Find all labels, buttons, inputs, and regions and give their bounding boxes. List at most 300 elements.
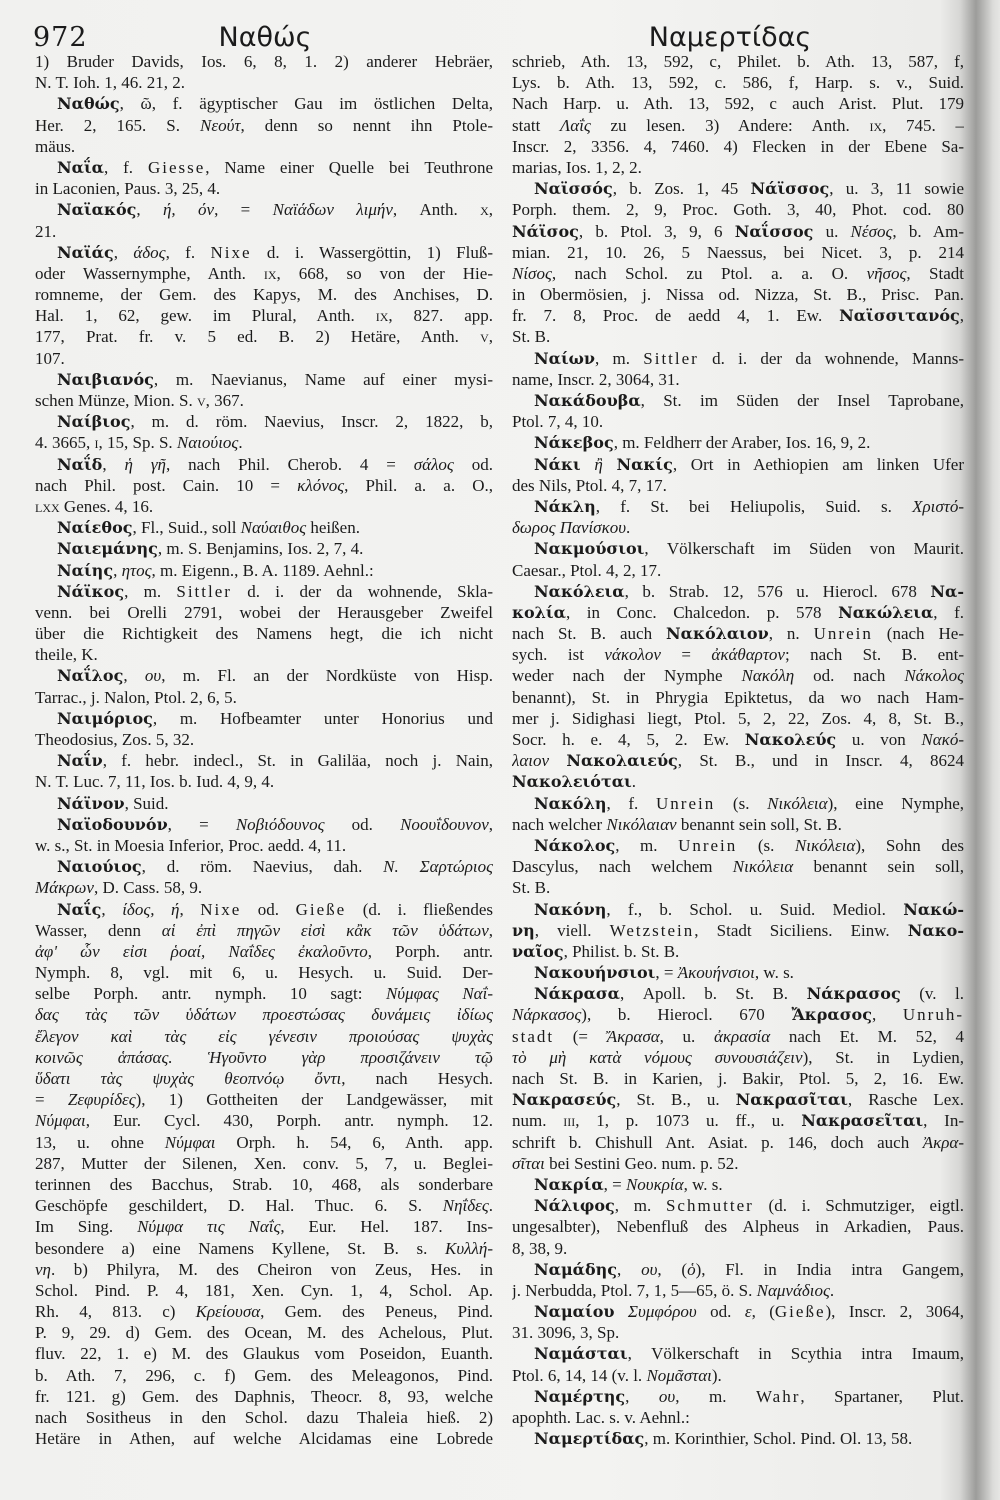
text-run: romneme, der Gem. des Kapys, M. des Anchises, D. bbox=[35, 285, 493, 305]
text-run: . bbox=[631, 772, 637, 792]
text-line bbox=[512, 1216, 964, 1237]
text-line bbox=[35, 708, 493, 729]
text-line bbox=[35, 814, 493, 835]
text-line bbox=[512, 665, 964, 686]
text-line bbox=[512, 72, 964, 93]
text-run: , bbox=[488, 814, 493, 834]
text-run: w. s., St. in Moesia Inferior, Proc. aedd. 4, 11. bbox=[35, 835, 347, 855]
text-run: benannt sein soll, St. B. bbox=[676, 814, 842, 834]
text-line bbox=[35, 1195, 493, 1216]
greek-italic: Νομᾶσται bbox=[646, 1365, 712, 1385]
text-run: , denn so nennt ihn Ptole- bbox=[240, 115, 493, 135]
headword: κολία bbox=[512, 602, 566, 622]
text-run: nach Et. M. 52, 4 bbox=[770, 1026, 964, 1046]
spaced-term: Unrein bbox=[678, 835, 738, 855]
text-run: Schol. Pind. P. 4, 181, Xen. Cyn. 1, 4, Schol. Ap. bbox=[35, 1280, 493, 1300]
text-line bbox=[512, 602, 964, 623]
headword: Ἄκρασος bbox=[791, 1005, 872, 1025]
text-line bbox=[35, 1004, 493, 1025]
headword: Νάκι bbox=[534, 454, 581, 474]
text-run: , in Conc. Chalcedon. p. 578 bbox=[565, 602, 839, 622]
text-run: d. i. Wassergöttin, 1) Fluß- bbox=[251, 242, 493, 262]
headword: Νακολειόται bbox=[512, 772, 632, 792]
headword: Νάλιφος bbox=[534, 1196, 615, 1216]
dictionary-entry bbox=[35, 157, 493, 199]
text-run: num. bbox=[512, 1111, 564, 1131]
text-run: schrift b. Chishull Ant. Asiat. p. 146, doch auch bbox=[512, 1132, 923, 1152]
headword: Ναϊσσιτανός bbox=[839, 306, 960, 326]
text-run: , m. Korinthier, Schol. Pind. Ol. 13, 58. bbox=[644, 1429, 913, 1449]
text-run: . bbox=[238, 433, 243, 453]
text-line bbox=[512, 115, 964, 136]
text-line bbox=[512, 644, 964, 665]
greek-italic: Νακόλη bbox=[741, 666, 795, 686]
text-run: , D. Cass. 58, 9. bbox=[93, 878, 203, 898]
small-caps-numeral: x bbox=[480, 200, 489, 220]
text-run: , m. S. Benjamins, Ios. 2, 7, 4. bbox=[157, 539, 364, 559]
text-run: , n. bbox=[768, 624, 814, 644]
text-run: (v. l. bbox=[900, 984, 964, 1004]
text-line bbox=[35, 899, 493, 920]
headword: Ναϊακός bbox=[57, 200, 137, 220]
text-line bbox=[512, 1047, 964, 1068]
headword: Ναμάδης bbox=[534, 1259, 618, 1279]
text-line bbox=[35, 454, 493, 475]
text-run: = bbox=[660, 645, 712, 665]
text-run: , f. hebr. indecl., St. in Galiläa, noch j. Nain, bbox=[102, 751, 493, 771]
headword: Νακουήνσιοι bbox=[534, 963, 656, 983]
text-run: Im Sing. bbox=[35, 1217, 138, 1237]
text-run: = bbox=[35, 1090, 68, 1110]
text-run: Nach Harp. u. Ath. 13, 592, c auch Arist. Plut. 179 bbox=[512, 94, 964, 114]
greek-italic: Νύμφα τις Ναΐς bbox=[137, 1217, 281, 1237]
headword: Νακο- bbox=[907, 920, 964, 940]
headword: Νακολαιεύς bbox=[566, 751, 678, 771]
text-run: od. bbox=[453, 454, 493, 474]
text-run: , Gem. des Peneus, Pind. bbox=[260, 1302, 493, 1322]
spaced-term: Wahr bbox=[755, 1386, 801, 1406]
text-line bbox=[35, 538, 493, 559]
headword: Νάϊνον bbox=[57, 793, 125, 813]
dictionary-entry bbox=[35, 581, 493, 666]
headword: Νακρία bbox=[534, 1174, 604, 1194]
text-run: nach St. B. in Karien, j. Bakir, Ptol. 5, 2, 16. Ew. bbox=[512, 1069, 964, 1088]
text-run: , u. bbox=[659, 1026, 714, 1046]
text-line bbox=[35, 199, 493, 220]
text-run: schrieb, Ath. 13, 592, c, Philet. b. Ath. 13, 587, f, bbox=[512, 52, 964, 71]
text-run: od. bbox=[324, 814, 401, 834]
headword: Ναίεθος bbox=[57, 518, 133, 538]
text-run: Caesar., Ptol. 4, 2, 17. bbox=[512, 560, 662, 580]
headword: Ναιβιανός bbox=[57, 369, 154, 389]
text-run: , bbox=[123, 666, 145, 686]
greek-italic: τὸ μὴ κατὰ νόμους συνουσιάζειν bbox=[512, 1047, 803, 1067]
text-run: , Suid. bbox=[124, 793, 169, 813]
text-line bbox=[512, 1068, 964, 1089]
text-run: mäus. bbox=[35, 136, 76, 156]
dictionary-entry bbox=[35, 899, 493, 1450]
headword: Νάϊκος bbox=[57, 581, 125, 601]
text-run: Socr. h. e. 4, 5, 2. Ew. bbox=[512, 730, 745, 749]
text-line bbox=[35, 305, 493, 326]
text-run: Ptol. 7, 4, 10. bbox=[512, 412, 604, 432]
text-run: Genes. 4, 16. bbox=[59, 496, 154, 516]
text-line bbox=[512, 454, 964, 475]
text-run: Hal. 1, 62, gew. im Plural, Anth. bbox=[35, 306, 376, 326]
spaced-term: Sittler bbox=[643, 348, 699, 368]
text-run: , = bbox=[655, 963, 678, 983]
text-run: , Apoll. b. St. B. bbox=[620, 984, 807, 1004]
dictionary-entry bbox=[512, 835, 964, 899]
text-run: (d. i. fließendes bbox=[346, 899, 493, 919]
text-run: , Porph. antr. bbox=[367, 941, 493, 961]
dictionary-entry bbox=[512, 962, 964, 983]
text-run: , ( bbox=[657, 1259, 688, 1279]
text-run: Rh. 4, 813. c) bbox=[35, 1302, 196, 1322]
small-caps-numeral: ix bbox=[263, 263, 277, 283]
text-line bbox=[512, 1089, 964, 1110]
text-run: , b. Ptol. 3, 9, 6 bbox=[578, 221, 735, 241]
dictionary-entry bbox=[512, 178, 964, 348]
text-line bbox=[35, 51, 493, 72]
text-run: , bbox=[871, 1005, 903, 1025]
text-run: Nymph. 8, vgl. mit 6, u. Hesych. u. Suid. Der- bbox=[35, 963, 493, 983]
text-run: , 15, Sp. S. bbox=[98, 433, 177, 453]
greek-italic: νῆσος bbox=[866, 263, 907, 283]
text-run: 21. bbox=[35, 221, 57, 241]
text-run: , bbox=[113, 242, 134, 262]
dictionary-entry bbox=[512, 1174, 964, 1195]
dictionary-entry bbox=[35, 517, 493, 538]
greek-italic: σάλος bbox=[413, 454, 454, 474]
text-run: , nach Hesych. bbox=[341, 1069, 493, 1088]
headword: Νάκλη bbox=[534, 496, 596, 516]
text-run: , nach Phil. Cherob. 4 = bbox=[165, 454, 414, 474]
text-run: , w. s. bbox=[683, 1174, 723, 1194]
headword: Ναιμόριος bbox=[57, 708, 153, 728]
dictionary-entry bbox=[35, 665, 493, 707]
text-run: , In- bbox=[923, 1111, 964, 1131]
headword: Νακώλεια bbox=[838, 602, 934, 622]
text-line bbox=[35, 771, 493, 792]
greek-italic: δωρος Πανίσκου bbox=[512, 518, 627, 538]
spaced-term: Wetzstein bbox=[609, 920, 695, 940]
text-run: , bbox=[101, 899, 123, 919]
text-line bbox=[35, 326, 493, 347]
text-line bbox=[35, 284, 493, 305]
headword: Ναϊοδουνόν bbox=[57, 814, 168, 834]
greek-italic: Κρείουσα bbox=[195, 1302, 261, 1322]
text-run: fr. 7. 8, Proc. de aedd 4, 1. Ew. bbox=[512, 306, 840, 326]
text-run: , Fl., Suid., soll bbox=[132, 518, 241, 538]
headword: Ναϊσσός bbox=[534, 179, 613, 199]
text-run: (nach He- bbox=[872, 624, 964, 644]
text-line bbox=[512, 1365, 964, 1386]
text-run: . b) Philyra, M. des Cheiron von Zeus, Hes. in bbox=[50, 1259, 493, 1279]
headword: Νάϊσος bbox=[512, 221, 579, 241]
greek-italic: Ναϊάδων λιμήν bbox=[272, 200, 393, 220]
small-caps-numeral: lxx bbox=[35, 496, 60, 516]
text-line bbox=[512, 390, 964, 411]
greek-italic: ἔλεγον καὶ τὰς εἰς γένεσιν προιούσας ψυχὰς bbox=[35, 1026, 493, 1046]
text-run bbox=[603, 455, 617, 474]
text-line bbox=[512, 962, 964, 983]
text-line bbox=[35, 411, 493, 432]
text-line bbox=[512, 1428, 964, 1449]
text-run: , f. bbox=[104, 157, 148, 177]
text-run: , m. Naevianus, Name auf einer mysi- bbox=[153, 369, 493, 389]
text-line bbox=[35, 856, 493, 877]
text-line bbox=[35, 1322, 493, 1343]
dictionary-entry bbox=[35, 793, 493, 814]
text-line bbox=[35, 178, 493, 199]
text-line bbox=[512, 1322, 964, 1343]
text-line bbox=[512, 1026, 964, 1047]
greek-italic: αἱ ἐπὶ πηγῶν εἰσὶ κἂκ τῶν ὑδάτων bbox=[161, 920, 489, 940]
text-line bbox=[512, 983, 964, 1004]
dictionary-entry bbox=[512, 390, 964, 432]
greek-italic: Νικόλεια bbox=[767, 793, 828, 813]
text-line bbox=[35, 1386, 493, 1407]
text-line bbox=[512, 475, 964, 496]
text-run: , m. d. röm. Naevius, Inscr. 2, 1822, b, bbox=[130, 412, 493, 432]
text-run: (s. bbox=[737, 835, 795, 855]
text-run: nach Sositheus in den Schol. dazu Thaleia hieß. 2) bbox=[35, 1408, 493, 1427]
text-line bbox=[35, 157, 493, 178]
text-line bbox=[35, 1280, 493, 1301]
text-run: in Laconien, Paus. 3, 25, 4. bbox=[35, 179, 221, 199]
text-line bbox=[512, 242, 964, 263]
text-run: , b. Strab. 12, 576 u. Hierocl. 678 bbox=[624, 581, 931, 601]
greek-italic: Νακό- bbox=[921, 730, 964, 749]
text-run bbox=[614, 1302, 627, 1321]
headword: Ναμέρτης bbox=[534, 1386, 626, 1406]
greek-italic: Μάκρων bbox=[35, 878, 94, 898]
text-run: ). bbox=[711, 1365, 722, 1385]
text-line bbox=[512, 93, 964, 114]
text-run: , Stadt bbox=[906, 263, 964, 283]
greek-italic: ἡ γῆ bbox=[124, 454, 166, 474]
text-run: , Ort in Aethiopien am linken Ufer bbox=[672, 454, 964, 474]
text-run: , Eur. Hel. 187. Ins- bbox=[280, 1217, 493, 1237]
greek-italic: Ἀκρα- bbox=[922, 1132, 964, 1152]
text-run: , St. B., u. bbox=[616, 1090, 736, 1110]
text-line bbox=[35, 962, 493, 983]
text-run: , nach Schol. zu Ptol. a. a. O. bbox=[551, 263, 867, 283]
text-line bbox=[35, 390, 493, 411]
text-run: St. B. bbox=[512, 327, 551, 347]
dictionary-entry bbox=[35, 560, 493, 581]
text-run: 13, u. ohne bbox=[35, 1132, 165, 1152]
text-run: d. i. der da wohnende, Skla- bbox=[231, 581, 493, 601]
small-caps-numeral: ix bbox=[869, 115, 883, 135]
text-line bbox=[512, 305, 964, 326]
dictionary-entry bbox=[512, 538, 964, 580]
text-run: selbe Porph. antr. nymph. 10 sagt: bbox=[35, 984, 386, 1004]
headword: Ναΐδ bbox=[57, 454, 103, 474]
text-run: od. bbox=[696, 1302, 745, 1322]
spaced-term: Nixe bbox=[210, 242, 252, 262]
text-run: , f. bbox=[933, 602, 964, 622]
headword: Ναΐς bbox=[57, 899, 102, 919]
column-left bbox=[35, 51, 493, 1449]
text-line bbox=[35, 687, 493, 708]
greek-italic: κλόνος bbox=[297, 475, 345, 495]
text-run: , Philist. b. St. B. bbox=[563, 941, 680, 961]
headword: Νακόλη bbox=[534, 793, 607, 813]
text-run: , = bbox=[214, 200, 273, 220]
text-run: Inscr. 2, 3356. 4, 7460. 4) Flecken in der Ebene Sa- bbox=[512, 136, 964, 156]
text-run: schen Münze, Mion. S. bbox=[35, 391, 197, 410]
headword: Ναίων bbox=[534, 348, 596, 368]
text-run: , m. bbox=[675, 1386, 756, 1406]
text-line bbox=[512, 517, 964, 538]
text-line bbox=[512, 157, 964, 178]
text-line bbox=[512, 560, 964, 581]
text-line bbox=[35, 242, 493, 263]
text-run: , d. röm. Naevius, dah. bbox=[141, 857, 384, 877]
text-run: , m. bbox=[615, 835, 679, 855]
text-line bbox=[512, 263, 964, 284]
dictionary-entry bbox=[512, 983, 964, 1174]
dictionary-entry bbox=[35, 93, 493, 157]
text-line bbox=[512, 1386, 964, 1407]
greek-italic: δας τὰς τῶν ὑδάτων προεστώσας δυνάμεις ἰδίως bbox=[35, 1005, 493, 1025]
text-run: zu lesen. 3) Andere: Anth. bbox=[590, 115, 870, 135]
text-line bbox=[35, 1047, 493, 1068]
greek-italic: Ἄκρασα bbox=[606, 1026, 660, 1046]
dictionary-entry bbox=[512, 1195, 964, 1259]
dictionary-entry bbox=[512, 1386, 964, 1428]
text-run: weder nach der Nymphe bbox=[512, 666, 742, 686]
text-run: , Eur. Cycl. 430, Porph. antr. nymph. 12. bbox=[85, 1111, 493, 1131]
greek-italic: Νεούτ bbox=[200, 115, 241, 135]
text-run: , f. St. bei Heliupolis, Suid. s. bbox=[595, 496, 913, 516]
text-run: Orph. h. 54, 6, Anth. app. bbox=[215, 1132, 493, 1152]
column-right bbox=[512, 51, 964, 1449]
text-run: , Stadt Siciliens. Einw. bbox=[694, 920, 908, 940]
text-line bbox=[512, 348, 964, 369]
text-line bbox=[35, 136, 493, 157]
greek-italic: Νοβιόδουνος bbox=[235, 814, 325, 834]
text-line bbox=[35, 369, 493, 390]
spaced-term: Unruh- bbox=[902, 1005, 964, 1025]
text-run: benannt sein soll, bbox=[793, 857, 964, 877]
text-line bbox=[35, 1110, 493, 1131]
headword: Ναΐσσος bbox=[734, 221, 814, 241]
text-run: statt bbox=[512, 115, 561, 135]
text-run: , ( bbox=[751, 1302, 775, 1322]
text-run: Hetäre in Athen, auf welche Alcidamas eine Lobrede bbox=[35, 1429, 493, 1449]
text-line bbox=[35, 1068, 493, 1089]
text-run: Tarrac., j. Nalon, Ptol. 2, 6, 5. bbox=[35, 687, 237, 707]
greek-italic: ἀκάθαρτον bbox=[711, 645, 785, 665]
text-run: 1) Bruder Davids, Ios. 6, 8, 1. 2) anderer Hebräer, bbox=[35, 52, 493, 71]
text-run: , bbox=[617, 1259, 642, 1279]
text-line bbox=[512, 1195, 964, 1216]
dictionary-entry bbox=[512, 1301, 964, 1343]
text-run: , Völkerschaft in Scythia intra Imaum, bbox=[627, 1344, 964, 1364]
greek-italic: Νηΐδες bbox=[442, 1196, 489, 1216]
greek-italic: Κυλλή- bbox=[445, 1238, 493, 1258]
text-run: , bbox=[625, 1386, 659, 1406]
text-run: , ῶ, f. ägyptischer Gau im östlichen Delta, bbox=[119, 94, 493, 114]
dictionary-entry bbox=[35, 856, 493, 898]
text-line bbox=[512, 411, 964, 432]
text-run: bei Sestini Geo. num. p. 52. bbox=[544, 1153, 739, 1173]
text-line bbox=[512, 793, 964, 814]
text-run: , bbox=[488, 920, 493, 940]
dictionary-entry bbox=[35, 708, 493, 750]
text-run: 8, 38, 9. bbox=[512, 1238, 568, 1258]
dictionary-entry bbox=[512, 1343, 964, 1385]
greek-italic: Νικόλεια bbox=[794, 835, 856, 855]
dictionary-entry bbox=[35, 199, 493, 241]
text-line bbox=[35, 602, 493, 623]
text-line bbox=[35, 1301, 493, 1322]
text-line bbox=[35, 517, 493, 538]
text-run: 177, Prat. fr. v. 5 ed. B. 2) Hetäre, Anth. bbox=[35, 327, 481, 347]
text-run: , = bbox=[603, 1174, 626, 1194]
text-line bbox=[512, 538, 964, 559]
dictionary-entry bbox=[512, 348, 964, 390]
headword: Ναΐν bbox=[57, 751, 103, 771]
text-run: 4. 3665, bbox=[35, 433, 95, 453]
text-run: sych. ist bbox=[512, 645, 605, 665]
text-line bbox=[35, 496, 493, 517]
greek-italic: Νάκολος bbox=[904, 666, 964, 686]
dictionary-entry bbox=[512, 1259, 964, 1301]
text-line bbox=[35, 623, 493, 644]
headword: Νάκρασα bbox=[534, 984, 620, 1004]
small-caps-numeral: ix bbox=[375, 306, 389, 326]
text-run: ), Fl. in India intra Gangem, bbox=[695, 1259, 964, 1279]
text-run: . bbox=[488, 1196, 493, 1216]
text-line bbox=[512, 136, 964, 157]
text-run: 287, Mutter der Silenen, Xen. conv. 5, 7, u. Beglei- bbox=[35, 1153, 493, 1173]
text-run: in Obermösien, j. Nissa od. Nizza, St. B., Prisc. Pan. bbox=[512, 285, 964, 305]
text-run: venn. bei Orelli 2791, wobei der Herausgeber Zweifel bbox=[35, 602, 493, 622]
text-line bbox=[512, 1238, 964, 1259]
text-run: , b. Am- bbox=[892, 221, 964, 241]
headword: Νάκεβος bbox=[534, 433, 614, 453]
text-line bbox=[35, 1153, 493, 1174]
text-run: , Völkerschaft im Süden von Maurit. bbox=[644, 539, 964, 559]
text-line bbox=[512, 1110, 964, 1131]
text-line bbox=[35, 1216, 493, 1237]
greek-italic: Νίσος bbox=[512, 263, 552, 283]
headword: Ναμερτίδας bbox=[534, 1429, 645, 1449]
text-run: , bbox=[136, 200, 163, 220]
headword: ναῖος bbox=[512, 941, 564, 961]
text-line bbox=[512, 1301, 964, 1322]
dictionary-entry bbox=[512, 899, 964, 963]
text-line bbox=[512, 771, 964, 792]
text-run: ; nach St. B. ent- bbox=[784, 645, 964, 665]
dictionary-entry bbox=[35, 750, 493, 792]
greek-italic: ου bbox=[658, 1386, 676, 1406]
text-run: , bbox=[113, 560, 122, 580]
text-line bbox=[35, 920, 493, 941]
text-line bbox=[512, 199, 964, 220]
text-run: des Nils, Ptol. 4, 7, 17. bbox=[512, 475, 667, 495]
text-line bbox=[35, 115, 493, 136]
headword: νη bbox=[512, 920, 535, 940]
text-run: , Phil. a. a. O., bbox=[344, 475, 493, 495]
text-run: , bbox=[488, 327, 493, 347]
text-run: , 367. bbox=[205, 391, 244, 410]
text-line bbox=[35, 1259, 493, 1280]
